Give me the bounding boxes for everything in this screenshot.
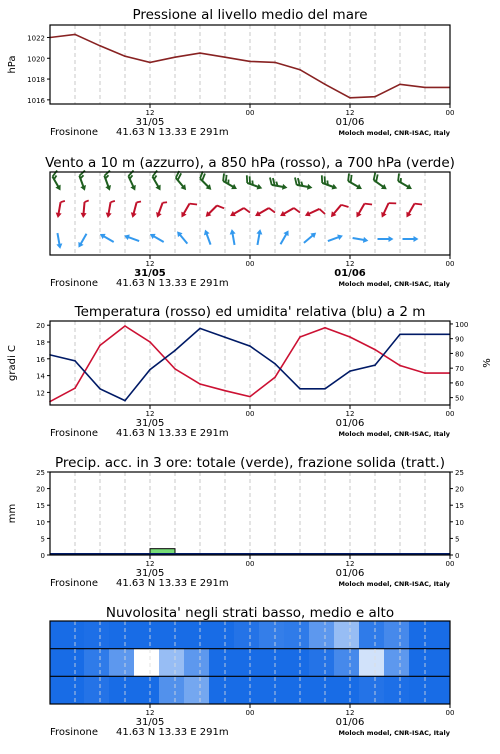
location-label: Frosinone bbox=[50, 428, 98, 439]
chart-title-1: Vento a 10 m (azzurro), a 850 hPa (rosso), a 700 hPa (verde) bbox=[45, 155, 455, 171]
cloud-cell bbox=[384, 676, 410, 704]
x-tick-label: 12 bbox=[345, 709, 355, 717]
x-tick-label: 12 bbox=[145, 560, 155, 568]
location-label: Frosinone bbox=[50, 578, 98, 589]
y2-tick-label: 25 bbox=[455, 469, 464, 477]
x-tick-label: 00 bbox=[445, 560, 455, 568]
cloud-cell bbox=[209, 649, 235, 677]
y2-tick-label: 90 bbox=[455, 335, 464, 344]
y2-tick-label: 50 bbox=[455, 394, 464, 403]
cloud-cell bbox=[184, 649, 210, 677]
cloud-cell bbox=[359, 621, 385, 649]
humidity-point bbox=[249, 345, 251, 347]
x-tick-label: 00 bbox=[445, 410, 455, 418]
date-label: 01/06 bbox=[334, 268, 366, 279]
temperature-point bbox=[274, 376, 276, 378]
humidity-point bbox=[399, 333, 401, 335]
pressure-point bbox=[399, 83, 401, 85]
coords-label: 41.63 N 13.33 E 291m bbox=[116, 578, 229, 589]
y-tick-label: 1018 bbox=[27, 76, 45, 85]
x-tick-label: 00 bbox=[445, 109, 455, 117]
cloud-cell bbox=[309, 676, 335, 704]
temperature-point bbox=[399, 365, 401, 367]
date-label: 01/06 bbox=[335, 418, 365, 429]
cloud-cell bbox=[334, 621, 360, 649]
y-tick-label: 0 bbox=[40, 552, 45, 560]
temperature-point bbox=[374, 349, 376, 351]
date-label: 01/06 bbox=[335, 717, 365, 728]
x-tick-label: 00 bbox=[245, 109, 255, 117]
wind-barb-shaft bbox=[84, 202, 85, 214]
humidity-point bbox=[99, 388, 101, 390]
humidity-point bbox=[224, 336, 226, 338]
y2-tick-label: 15 bbox=[455, 502, 464, 511]
cloud-cell bbox=[259, 649, 285, 677]
y-tick-label: 1022 bbox=[27, 34, 45, 43]
temperature-point bbox=[124, 325, 126, 327]
pressure-point bbox=[324, 83, 326, 85]
date-label: 31/05 bbox=[135, 717, 165, 728]
cloud-cell bbox=[409, 676, 435, 704]
temperature-point bbox=[149, 341, 151, 343]
pressure-point bbox=[74, 34, 76, 36]
x-tick-label: 00 bbox=[245, 560, 255, 568]
cloud-cell bbox=[434, 621, 450, 649]
cloud-cell bbox=[409, 621, 435, 649]
temperature-point bbox=[174, 368, 176, 370]
humidity-point bbox=[349, 370, 351, 372]
x-tick-label: 00 bbox=[245, 410, 255, 418]
cloud-cell bbox=[84, 621, 110, 649]
y-tick-label: 20 bbox=[36, 322, 45, 331]
temperature-point bbox=[324, 327, 326, 329]
x-tick-label: 12 bbox=[145, 709, 155, 717]
credit-label: Moloch model, CNR-ISAC, Italy bbox=[338, 729, 450, 737]
y-axis-label: hPa bbox=[7, 55, 18, 74]
cloud-cell bbox=[59, 676, 85, 704]
temperature-point bbox=[349, 336, 351, 338]
temperature-point bbox=[199, 383, 201, 385]
cloud-cell bbox=[384, 621, 410, 649]
chart-title-4: Nuvolosita' negli strati basso, medio e alto bbox=[105, 605, 395, 621]
pressure-point bbox=[124, 55, 126, 57]
cloud-cell bbox=[434, 649, 450, 677]
cloud-cell bbox=[134, 676, 160, 704]
humidity-point bbox=[299, 388, 301, 390]
y-tick-label: 1020 bbox=[27, 55, 45, 64]
cloud-cell bbox=[50, 676, 59, 704]
pressure-point bbox=[374, 96, 376, 98]
cloud-cell bbox=[284, 649, 310, 677]
x-tick-label: 00 bbox=[445, 709, 455, 717]
cloud-cell bbox=[309, 621, 335, 649]
credit-label: Moloch model, CNR-ISAC, Italy bbox=[338, 580, 450, 588]
humidity-point bbox=[124, 400, 126, 402]
cloud-cell bbox=[159, 649, 185, 677]
date-label: 31/05 bbox=[135, 568, 165, 579]
pressure-point bbox=[424, 87, 426, 89]
humidity-point bbox=[424, 333, 426, 335]
cloud-cell bbox=[209, 676, 235, 704]
y-tick-label: 18 bbox=[36, 339, 45, 347]
cloud-cell bbox=[234, 621, 260, 649]
coords-label: 41.63 N 13.33 E 291m bbox=[116, 127, 229, 138]
credit-label: Moloch model, CNR-ISAC, Italy bbox=[338, 430, 450, 438]
y-tick-label: 1016 bbox=[27, 96, 45, 105]
cloud-cell bbox=[384, 649, 410, 677]
cloud-cell bbox=[259, 621, 285, 649]
pressure-point bbox=[199, 52, 201, 54]
cloud-cell bbox=[84, 676, 110, 704]
coords-label: 41.63 N 13.33 E 291m bbox=[116, 727, 229, 738]
date-label: 01/06 bbox=[335, 117, 365, 128]
y-axis-label: gradi C bbox=[7, 345, 18, 381]
y-tick-label: 12 bbox=[36, 389, 45, 398]
humidity-point bbox=[324, 388, 326, 390]
pressure-point bbox=[349, 97, 351, 99]
temperature-point bbox=[249, 396, 251, 398]
location-label: Frosinone bbox=[50, 727, 98, 738]
cloud-cell bbox=[334, 676, 360, 704]
cloud-cell bbox=[359, 649, 385, 677]
cloud-cell bbox=[234, 676, 260, 704]
temperature-point bbox=[74, 387, 76, 389]
y-tick-label: 20 bbox=[36, 485, 45, 494]
y-tick-label: 25 bbox=[36, 469, 45, 477]
temperature-point bbox=[99, 345, 101, 347]
x-tick-label: 00 bbox=[445, 260, 455, 268]
date-label: 01/06 bbox=[335, 568, 365, 579]
x-tick-label: 12 bbox=[145, 260, 155, 268]
y2-tick-label: 0 bbox=[455, 552, 460, 560]
cloud-cell bbox=[259, 676, 285, 704]
x-tick-label: 12 bbox=[345, 109, 355, 117]
cloud-cell bbox=[50, 621, 59, 649]
cloud-cell bbox=[50, 649, 59, 677]
y-axis-label: mm bbox=[7, 503, 18, 524]
pressure-point bbox=[174, 56, 176, 58]
pressure-point bbox=[274, 62, 276, 64]
y2-axis-label: % bbox=[482, 358, 493, 368]
humidity-point bbox=[174, 350, 176, 352]
cloud-cell bbox=[159, 621, 185, 649]
y2-tick-label: 100 bbox=[455, 320, 469, 329]
cloud-cell bbox=[59, 649, 85, 677]
coords-label: 41.63 N 13.33 E 291m bbox=[116, 278, 229, 289]
x-tick-label: 00 bbox=[245, 260, 255, 268]
date-label: 31/05 bbox=[134, 268, 166, 279]
chart-title-2: Temperatura (rosso) ed umidita' relativa (blu) a 2 m bbox=[74, 304, 426, 320]
cloud-cell bbox=[409, 649, 435, 677]
chart-title-3: Precip. acc. in 3 ore: totale (verde), frazione solida (tratt.) bbox=[55, 455, 445, 471]
pressure-point bbox=[224, 56, 226, 58]
humidity-point bbox=[274, 363, 276, 365]
x-tick-label: 00 bbox=[245, 709, 255, 717]
cloud-cell bbox=[234, 649, 260, 677]
cloud-cell bbox=[109, 621, 135, 649]
cloud-cell bbox=[184, 621, 210, 649]
y-tick-label: 10 bbox=[36, 518, 45, 527]
y2-tick-label: 10 bbox=[455, 518, 464, 527]
coords-label: 41.63 N 13.33 E 291m bbox=[116, 428, 229, 439]
cloud-cell bbox=[209, 621, 235, 649]
pressure-point bbox=[249, 61, 251, 63]
temperature-point bbox=[424, 372, 426, 374]
chart-title-0: Pressione al livello medio del mare bbox=[132, 7, 368, 23]
cloud-cell bbox=[184, 676, 210, 704]
y2-tick-label: 60 bbox=[455, 379, 464, 388]
cloud-cell bbox=[109, 649, 135, 677]
date-label: 31/05 bbox=[135, 117, 165, 128]
cloud-cell bbox=[84, 649, 110, 677]
cloud-cell bbox=[59, 621, 85, 649]
cloud-cell bbox=[109, 676, 135, 704]
temperature-point bbox=[224, 390, 226, 392]
date-label: 31/05 bbox=[135, 418, 165, 429]
temperature-point bbox=[299, 336, 301, 338]
pressure-point bbox=[99, 45, 101, 47]
pressure-point bbox=[149, 62, 151, 64]
location-label: Frosinone bbox=[50, 127, 98, 138]
x-tick-label: 12 bbox=[345, 560, 355, 568]
cloud-cell bbox=[334, 649, 360, 677]
cloud-cell bbox=[134, 649, 160, 677]
pressure-point bbox=[299, 69, 301, 71]
y2-tick-label: 5 bbox=[455, 535, 460, 544]
x-tick-label: 12 bbox=[145, 109, 155, 117]
cloud-cell bbox=[359, 676, 385, 704]
x-tick-label: 12 bbox=[345, 410, 355, 418]
cloud-cell bbox=[134, 621, 160, 649]
y2-tick-label: 80 bbox=[455, 350, 464, 359]
x-tick-label: 12 bbox=[145, 410, 155, 418]
y-tick-label: 14 bbox=[36, 372, 45, 381]
humidity-point bbox=[149, 369, 151, 371]
credit-label: Moloch model, CNR-ISAC, Italy bbox=[338, 280, 450, 288]
cloud-cell bbox=[309, 649, 335, 677]
x-tick-label: 12 bbox=[345, 260, 355, 268]
cloud-cell bbox=[284, 621, 310, 649]
humidity-point bbox=[74, 360, 76, 362]
humidity-point bbox=[374, 364, 376, 366]
cloud-cell bbox=[159, 676, 185, 704]
cloud-cell bbox=[284, 676, 310, 704]
y2-tick-label: 20 bbox=[455, 485, 464, 494]
y-tick-label: 5 bbox=[40, 535, 45, 544]
y-tick-label: 16 bbox=[36, 355, 45, 364]
location-label: Frosinone bbox=[50, 278, 98, 289]
y-tick-label: 15 bbox=[36, 502, 45, 511]
credit-label: Moloch model, CNR-ISAC, Italy bbox=[338, 129, 450, 137]
y2-tick-label: 70 bbox=[455, 365, 464, 374]
humidity-point bbox=[199, 328, 201, 330]
cloud-cell bbox=[434, 676, 450, 704]
